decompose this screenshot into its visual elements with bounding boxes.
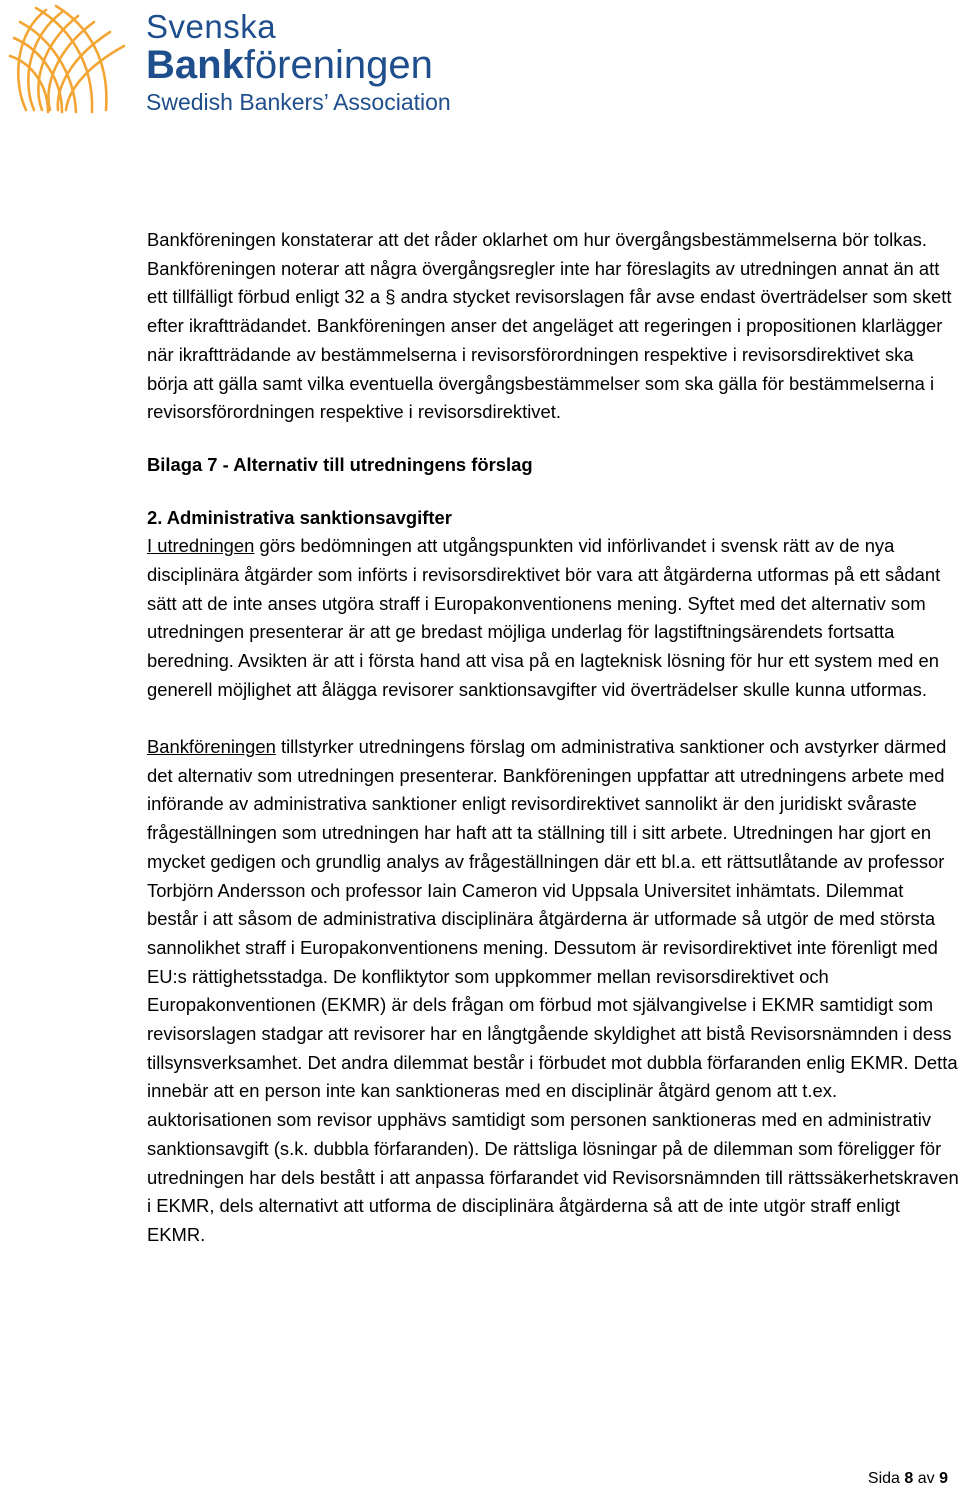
paragraph-bankforeningen-position bbox=[147, 733, 959, 1250]
logo-line-english: Swedish Bankers’ Association bbox=[146, 89, 451, 115]
current-page: 8 bbox=[904, 1470, 914, 1487]
paragraph-text: tillstyrker utredningens förslag om administrativa sanktioner och avstyrker därmed det alternativ som utredningen presenterar. Bankföreningen uppfattar att utredningens arbete med införande av administrativa sanktioner enligt revisordirektivet sannolikt är den juridiskt svåraste frågeställningen som utredningen har haft att ta ställning till i sitt arbete. Utredningen har gjort en mycket gedigen och grundlig analys av frågeställningen där ett bl.a. ett rättsutlåtande av professor Torbjörn Andersson och professor Iain Cameron vid Uppsala Universitet inhämtats. Dilemmat består i att såsom de administrativa disciplinära åtgärderna är utformade så utgör de med största sannolikhet straff i Europakonventionens mening. Dessutom är revisordirektivet inte förenligt med EU:s rättighetsstadga. De konfliktytor som uppkommer mellan revisorsdirektivet och Europakonventionen (EKMR) är dels frågan om förbud mot självangivelse i EKMR samtidigt som revisorslagen stadgar att revisorer har en långtgående skyldighet att bistå Revisorsnämnden i dess tillsynsverksamhet. Det andra dilemmat består i förbudet mot dubbla förfaranden enlig EKMR. Detta innebär att en person inte kan sanktioneras med en disciplinär åtgärd genom att t.ex. auktorisationen som revisor upphävs samtidigt som personen sanktioneras med en administrativ sanktionsavgift (s.k. dubbla förfaranden). De rättsliga lösningar på de dilemman som föreligger för utredningen har dels bestått i att anpassa förfarandet vid Revisorsnämnden till rättssäkerhetskraven i EKMR, dels alternativt att utforma de disciplinära åtgärderna så att de inte utgör straff enligt EKMR. bbox=[147, 736, 959, 1245]
underlined-text: Bankföreningen bbox=[147, 736, 276, 758]
logo-line-bankforeningen bbox=[146, 44, 451, 86]
paragraph-text: görs bedömningen att utgångspunkten vid införlivandet i svensk rätt av de nya disciplinära åtgärder som införts i revisorsdirektivet bör vara att åtgärderna utformas på ett sådant sätt att de inte anses utgöra straff i Europakonventionens mening. Syftet med det alternativ som utredningen presenterar är att ge bredast möjliga underlag för lagstiftningsärendets fortsatta beredning. Avsikten är att i första hand att visa på en lagteknisk lösning för hur ett system med en generell möjlighet att ålägga revisorer sanktionsavgifter vid överträdelser skulle kunna utformas. bbox=[147, 535, 941, 700]
logo-wordmark bbox=[146, 10, 451, 116]
paragraph-investigation-assessment bbox=[147, 532, 959, 704]
logo-foreningen: föreningen bbox=[243, 43, 433, 87]
total-pages: 9 bbox=[939, 1470, 948, 1487]
underlined-text: I utredningen bbox=[147, 535, 255, 557]
logo-mark-icon bbox=[6, 2, 134, 120]
logo-line-svenska: Svenska bbox=[146, 8, 277, 45]
paragraph-transition-rules: Bankföreningen konstaterar att det råder oklarhet om hur övergångsbestämmelserna bör tolkas. Bankföreningen noterar att några övergångsregler inte har föreslagits av utredningen annat än att ett tillfälligt förbud enligt 32 a § andra stycket revisorslagen får avse endast överträdelser som skett efter ikraftträdandet. Bankföreningen anser det angeläget att regeringen i propositionen klarlägger när ikraftträdande av bestämmelserna i revisorsförordningen respektive i revisorsdirektivet ska börja att gälla samt vilka eventuella övergångsbestämmelser som ska gälla för bestämmelserna i revisorsförordningen respektive i revisorsdirektivet. bbox=[147, 229, 952, 423]
logo bbox=[6, 2, 476, 122]
heading-bilaga-7: Bilaga 7 - Alternativ till utredningens förslag bbox=[147, 453, 533, 475]
heading-administrative-sanctions: 2. Administrativa sanktionsavgifter bbox=[147, 506, 452, 528]
logo-bank: Bank bbox=[146, 43, 244, 87]
document-body bbox=[147, 226, 959, 1250]
page-number: Sida 8 av 9 bbox=[867, 1470, 948, 1487]
